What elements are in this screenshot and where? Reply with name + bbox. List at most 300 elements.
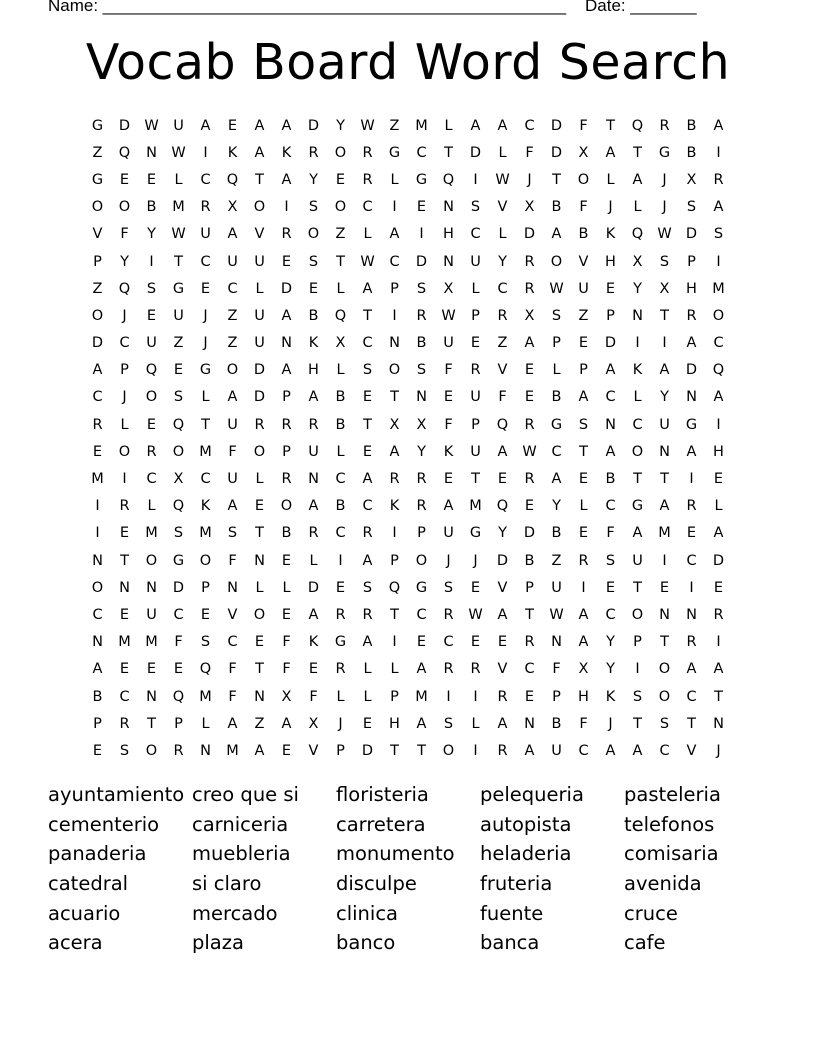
- grid-letter[interactable]: T: [390, 389, 399, 406]
- grid-letter[interactable]: C: [200, 253, 211, 270]
- grid-letter[interactable]: C: [686, 688, 697, 705]
- grid-letter[interactable]: N: [659, 443, 670, 460]
- grid-letter[interactable]: L: [255, 471, 264, 488]
- grid-letter[interactable]: C: [470, 226, 481, 243]
- grid-letter[interactable]: O: [550, 253, 563, 270]
- grid-letter[interactable]: R: [524, 471, 535, 488]
- grid-letter[interactable]: R: [578, 552, 589, 569]
- grid-letter[interactable]: R: [524, 253, 535, 270]
- grid-letter[interactable]: A: [686, 661, 697, 678]
- grid-letter[interactable]: E: [146, 307, 157, 324]
- grid-letter[interactable]: R: [713, 171, 724, 188]
- grid-letter[interactable]: C: [416, 606, 427, 623]
- grid-letter[interactable]: D: [307, 117, 320, 134]
- grid-letter[interactable]: A: [227, 226, 238, 243]
- grid-letter[interactable]: E: [146, 661, 157, 678]
- grid-letter[interactable]: T: [147, 715, 156, 732]
- grid-letter[interactable]: C: [605, 389, 616, 406]
- grid-letter[interactable]: Y: [309, 171, 318, 188]
- grid-letter[interactable]: C: [605, 606, 616, 623]
- grid-letter[interactable]: R: [281, 471, 292, 488]
- grid-letter[interactable]: R: [524, 416, 535, 433]
- grid-letter[interactable]: E: [416, 634, 427, 651]
- grid-letter[interactable]: X: [659, 280, 670, 297]
- grid-letter[interactable]: X: [416, 416, 427, 433]
- grid-letter[interactable]: A: [632, 742, 643, 759]
- grid-letter[interactable]: X: [578, 661, 589, 678]
- grid-letter[interactable]: L: [552, 362, 561, 379]
- grid-letter[interactable]: E: [524, 688, 535, 705]
- grid-letter[interactable]: A: [551, 471, 562, 488]
- grid-letter[interactable]: P: [471, 307, 480, 324]
- grid-letter[interactable]: F: [579, 117, 588, 134]
- grid-letter[interactable]: P: [471, 416, 480, 433]
- grid-letter[interactable]: A: [632, 171, 643, 188]
- grid-letter[interactable]: A: [578, 634, 589, 651]
- grid-letter[interactable]: Q: [226, 171, 239, 188]
- grid-letter[interactable]: K: [605, 226, 616, 243]
- grid-letter[interactable]: E: [119, 525, 130, 542]
- grid-letter[interactable]: R: [308, 416, 319, 433]
- grid-letter[interactable]: M: [199, 688, 212, 705]
- grid-letter[interactable]: A: [254, 144, 265, 161]
- grid-letter[interactable]: T: [714, 688, 723, 705]
- grid-letter[interactable]: D: [91, 335, 104, 352]
- grid-letter[interactable]: J: [446, 552, 451, 569]
- grid-letter[interactable]: U: [227, 471, 238, 488]
- grid-letter[interactable]: A: [389, 443, 400, 460]
- grid-letter[interactable]: T: [525, 606, 534, 623]
- grid-letter[interactable]: G: [631, 498, 644, 515]
- grid-letter[interactable]: B: [416, 335, 427, 352]
- grid-letter[interactable]: T: [336, 253, 345, 270]
- grid-letter[interactable]: X: [173, 471, 184, 488]
- grid-letter[interactable]: A: [713, 389, 724, 406]
- grid-letter[interactable]: N: [281, 335, 292, 352]
- grid-letter[interactable]: E: [497, 471, 508, 488]
- grid-letter[interactable]: D: [523, 226, 536, 243]
- grid-letter[interactable]: A: [497, 606, 508, 623]
- grid-letter[interactable]: R: [389, 471, 400, 488]
- grid-letter[interactable]: D: [550, 117, 563, 134]
- grid-letter[interactable]: E: [470, 335, 481, 352]
- grid-letter[interactable]: R: [254, 416, 265, 433]
- grid-letter[interactable]: Z: [227, 307, 238, 324]
- grid-letter[interactable]: L: [255, 280, 264, 297]
- grid-letter[interactable]: P: [282, 389, 291, 406]
- grid-letter[interactable]: R: [659, 117, 670, 134]
- grid-letter[interactable]: S: [362, 362, 373, 379]
- grid-letter[interactable]: U: [146, 335, 157, 352]
- grid-letter[interactable]: V: [686, 742, 697, 759]
- grid-letter[interactable]: P: [579, 362, 588, 379]
- grid-letter[interactable]: V: [308, 742, 319, 759]
- grid-letter[interactable]: A: [227, 389, 238, 406]
- grid-letter[interactable]: J: [662, 199, 667, 216]
- grid-letter[interactable]: C: [443, 634, 454, 651]
- grid-letter[interactable]: O: [199, 552, 212, 569]
- grid-letter[interactable]: A: [605, 144, 616, 161]
- grid-letter[interactable]: A: [416, 715, 427, 732]
- grid-letter[interactable]: I: [473, 171, 478, 188]
- grid-letter[interactable]: C: [200, 171, 211, 188]
- grid-letter[interactable]: A: [470, 117, 481, 134]
- grid-letter[interactable]: S: [659, 253, 670, 270]
- grid-letter[interactable]: I: [392, 199, 397, 216]
- grid-letter[interactable]: R: [470, 362, 481, 379]
- grid-letter[interactable]: M: [469, 498, 482, 515]
- grid-letter[interactable]: S: [470, 199, 481, 216]
- grid-letter[interactable]: A: [308, 389, 319, 406]
- grid-letter[interactable]: X: [578, 144, 589, 161]
- grid-letter[interactable]: Y: [633, 280, 642, 297]
- grid-letter[interactable]: B: [524, 552, 535, 569]
- grid-letter[interactable]: R: [686, 634, 697, 651]
- grid-letter[interactable]: I: [689, 579, 694, 596]
- grid-letter[interactable]: N: [686, 389, 697, 406]
- grid-letter[interactable]: E: [416, 199, 427, 216]
- grid-letter[interactable]: A: [497, 715, 508, 732]
- grid-letter[interactable]: N: [254, 552, 265, 569]
- grid-letter[interactable]: D: [253, 362, 266, 379]
- grid-letter[interactable]: G: [91, 171, 104, 188]
- grid-letter[interactable]: S: [200, 634, 211, 651]
- grid-letter[interactable]: I: [581, 579, 586, 596]
- grid-letter[interactable]: L: [255, 579, 264, 596]
- grid-letter[interactable]: L: [120, 416, 129, 433]
- grid-letter[interactable]: A: [497, 117, 508, 134]
- grid-letter[interactable]: F: [444, 416, 453, 433]
- grid-letter[interactable]: C: [92, 606, 103, 623]
- grid-letter[interactable]: O: [172, 443, 185, 460]
- grid-letter[interactable]: P: [336, 742, 345, 759]
- grid-letter[interactable]: E: [254, 634, 265, 651]
- grid-letter[interactable]: J: [203, 307, 208, 324]
- grid-letter[interactable]: B: [551, 389, 562, 406]
- grid-letter[interactable]: S: [578, 416, 589, 433]
- grid-letter[interactable]: A: [92, 362, 103, 379]
- grid-letter[interactable]: S: [605, 552, 616, 569]
- grid-letter[interactable]: O: [226, 362, 239, 379]
- grid-letter[interactable]: E: [146, 416, 157, 433]
- grid-letter[interactable]: U: [227, 253, 238, 270]
- grid-letter[interactable]: S: [659, 715, 670, 732]
- grid-letter[interactable]: T: [120, 552, 129, 569]
- grid-letter[interactable]: L: [606, 171, 615, 188]
- grid-letter[interactable]: T: [390, 606, 399, 623]
- grid-letter[interactable]: I: [716, 634, 721, 651]
- grid-letter[interactable]: A: [254, 117, 265, 134]
- grid-letter[interactable]: R: [713, 606, 724, 623]
- grid-letter[interactable]: Y: [552, 498, 561, 515]
- grid-letter[interactable]: P: [687, 253, 696, 270]
- grid-letter[interactable]: A: [713, 117, 724, 134]
- grid-letter[interactable]: Q: [388, 579, 401, 596]
- date-blank[interactable]: _______: [630, 0, 697, 15]
- grid-letter[interactable]: W: [171, 226, 186, 243]
- grid-letter[interactable]: L: [201, 715, 210, 732]
- grid-letter[interactable]: R: [308, 144, 319, 161]
- grid-letter[interactable]: R: [416, 307, 427, 324]
- grid-letter[interactable]: V: [497, 579, 508, 596]
- grid-letter[interactable]: I: [689, 471, 694, 488]
- grid-letter[interactable]: C: [605, 498, 616, 515]
- grid-letter[interactable]: E: [308, 280, 319, 297]
- grid-letter[interactable]: N: [632, 307, 643, 324]
- grid-letter[interactable]: R: [497, 307, 508, 324]
- grid-letter[interactable]: A: [281, 715, 292, 732]
- grid-letter[interactable]: U: [254, 335, 265, 352]
- grid-letter[interactable]: E: [605, 280, 616, 297]
- grid-letter[interactable]: X: [389, 416, 400, 433]
- grid-letter[interactable]: I: [338, 552, 343, 569]
- grid-letter[interactable]: P: [417, 525, 426, 542]
- grid-letter[interactable]: Z: [227, 335, 238, 352]
- grid-letter[interactable]: I: [716, 416, 721, 433]
- grid-letter[interactable]: M: [226, 742, 239, 759]
- grid-letter[interactable]: I: [95, 498, 100, 515]
- grid-letter[interactable]: I: [203, 144, 208, 161]
- grid-letter[interactable]: R: [119, 498, 130, 515]
- grid-letter[interactable]: S: [146, 280, 157, 297]
- grid-letter[interactable]: W: [144, 117, 159, 134]
- grid-letter[interactable]: B: [578, 226, 589, 243]
- grid-letter[interactable]: A: [713, 525, 724, 542]
- grid-letter[interactable]: T: [660, 471, 669, 488]
- grid-letter[interactable]: N: [416, 389, 427, 406]
- grid-letter[interactable]: W: [657, 226, 672, 243]
- grid-letter[interactable]: N: [200, 742, 211, 759]
- grid-letter[interactable]: D: [361, 742, 374, 759]
- grid-letter[interactable]: J: [608, 199, 613, 216]
- grid-letter[interactable]: P: [201, 579, 210, 596]
- grid-letter[interactable]: O: [334, 144, 347, 161]
- grid-letter[interactable]: Q: [712, 362, 725, 379]
- grid-letter[interactable]: G: [172, 280, 185, 297]
- grid-letter[interactable]: T: [660, 307, 669, 324]
- grid-letter[interactable]: R: [443, 661, 454, 678]
- grid-letter[interactable]: O: [388, 362, 401, 379]
- grid-letter[interactable]: A: [362, 280, 373, 297]
- grid-letter[interactable]: R: [443, 606, 454, 623]
- grid-letter[interactable]: A: [659, 362, 670, 379]
- grid-letter[interactable]: L: [498, 226, 507, 243]
- grid-letter[interactable]: C: [200, 471, 211, 488]
- grid-letter[interactable]: D: [469, 144, 482, 161]
- grid-letter[interactable]: E: [470, 579, 481, 596]
- grid-letter[interactable]: J: [608, 715, 613, 732]
- grid-letter[interactable]: O: [91, 579, 104, 596]
- grid-letter[interactable]: J: [716, 742, 721, 759]
- grid-letter[interactable]: P: [174, 715, 183, 732]
- grid-letter[interactable]: E: [119, 606, 130, 623]
- grid-letter[interactable]: M: [145, 634, 158, 651]
- grid-letter[interactable]: E: [443, 389, 454, 406]
- grid-letter[interactable]: T: [633, 471, 642, 488]
- grid-letter[interactable]: S: [416, 280, 427, 297]
- grid-letter[interactable]: U: [470, 443, 481, 460]
- grid-letter[interactable]: N: [92, 634, 103, 651]
- grid-letter[interactable]: T: [174, 253, 183, 270]
- grid-letter[interactable]: W: [441, 307, 456, 324]
- grid-letter[interactable]: K: [605, 688, 616, 705]
- grid-letter[interactable]: A: [605, 443, 616, 460]
- grid-letter[interactable]: U: [146, 606, 157, 623]
- grid-letter[interactable]: F: [309, 688, 318, 705]
- grid-letter[interactable]: F: [579, 715, 588, 732]
- grid-letter[interactable]: P: [390, 688, 399, 705]
- grid-letter[interactable]: I: [662, 335, 667, 352]
- grid-letter[interactable]: O: [118, 443, 131, 460]
- grid-letter[interactable]: R: [686, 307, 697, 324]
- grid-letter[interactable]: M: [118, 634, 131, 651]
- grid-letter[interactable]: F: [579, 199, 588, 216]
- grid-letter[interactable]: L: [336, 688, 345, 705]
- grid-letter[interactable]: I: [392, 525, 397, 542]
- grid-letter[interactable]: B: [686, 144, 697, 161]
- grid-letter[interactable]: I: [662, 552, 667, 569]
- grid-letter[interactable]: H: [389, 715, 400, 732]
- grid-letter[interactable]: N: [524, 715, 535, 732]
- grid-letter[interactable]: E: [281, 552, 292, 569]
- grid-letter[interactable]: B: [335, 389, 346, 406]
- grid-letter[interactable]: N: [713, 715, 724, 732]
- grid-letter[interactable]: F: [282, 661, 291, 678]
- grid-letter[interactable]: E: [470, 634, 481, 651]
- name-blank[interactable]: _________________________________________________: [102, 0, 567, 15]
- grid-letter[interactable]: O: [658, 661, 671, 678]
- grid-letter[interactable]: F: [606, 525, 615, 542]
- grid-letter[interactable]: R: [497, 742, 508, 759]
- grid-letter[interactable]: G: [685, 416, 698, 433]
- grid-letter[interactable]: L: [390, 661, 399, 678]
- grid-letter[interactable]: O: [334, 199, 347, 216]
- grid-letter[interactable]: T: [201, 416, 210, 433]
- grid-letter[interactable]: U: [470, 253, 481, 270]
- grid-letter[interactable]: Z: [92, 144, 103, 161]
- grid-letter[interactable]: E: [686, 525, 697, 542]
- grid-letter[interactable]: A: [254, 742, 265, 759]
- grid-letter[interactable]: U: [443, 525, 454, 542]
- grid-letter[interactable]: O: [442, 742, 455, 759]
- grid-letter[interactable]: E: [443, 471, 454, 488]
- grid-letter[interactable]: X: [632, 253, 643, 270]
- grid-letter[interactable]: N: [254, 688, 265, 705]
- grid-letter[interactable]: P: [93, 715, 102, 732]
- grid-letter[interactable]: X: [335, 335, 346, 352]
- grid-letter[interactable]: R: [281, 226, 292, 243]
- grid-letter[interactable]: G: [658, 144, 671, 161]
- grid-letter[interactable]: A: [281, 307, 292, 324]
- grid-letter[interactable]: N: [605, 416, 616, 433]
- grid-letter[interactable]: A: [92, 661, 103, 678]
- grid-letter[interactable]: Q: [631, 117, 644, 134]
- grid-letter[interactable]: S: [362, 579, 373, 596]
- grid-letter[interactable]: T: [606, 117, 615, 134]
- grid-letter[interactable]: L: [336, 280, 345, 297]
- grid-letter[interactable]: R: [416, 471, 427, 488]
- grid-letter[interactable]: B: [335, 416, 346, 433]
- grid-letter[interactable]: I: [419, 226, 424, 243]
- grid-letter[interactable]: X: [308, 715, 319, 732]
- grid-letter[interactable]: A: [713, 661, 724, 678]
- grid-letter[interactable]: I: [284, 199, 289, 216]
- grid-letter[interactable]: K: [281, 144, 292, 161]
- grid-letter[interactable]: A: [362, 634, 373, 651]
- grid-letter[interactable]: Z: [254, 715, 265, 732]
- grid-letter[interactable]: W: [549, 606, 564, 623]
- grid-letter[interactable]: F: [174, 634, 183, 651]
- grid-letter[interactable]: K: [389, 498, 400, 515]
- grid-letter[interactable]: T: [255, 525, 264, 542]
- grid-letter[interactable]: O: [253, 606, 266, 623]
- grid-letter[interactable]: N: [146, 688, 157, 705]
- grid-letter[interactable]: E: [578, 471, 589, 488]
- grid-letter[interactable]: C: [146, 471, 157, 488]
- grid-letter[interactable]: J: [338, 715, 343, 732]
- grid-letter[interactable]: O: [145, 552, 158, 569]
- grid-letter[interactable]: Q: [145, 362, 158, 379]
- grid-letter[interactable]: E: [146, 171, 157, 188]
- grid-letter[interactable]: M: [712, 280, 725, 297]
- grid-letter[interactable]: E: [335, 171, 346, 188]
- grid-letter[interactable]: R: [524, 634, 535, 651]
- grid-letter[interactable]: I: [473, 742, 478, 759]
- grid-letter[interactable]: T: [255, 171, 264, 188]
- grid-letter[interactable]: T: [390, 742, 399, 759]
- grid-letter[interactable]: C: [173, 606, 184, 623]
- grid-letter[interactable]: I: [446, 688, 451, 705]
- grid-letter[interactable]: C: [686, 552, 697, 569]
- grid-letter[interactable]: R: [173, 742, 184, 759]
- grid-letter[interactable]: B: [335, 498, 346, 515]
- grid-letter[interactable]: Z: [173, 335, 184, 352]
- grid-letter[interactable]: O: [307, 226, 320, 243]
- grid-letter[interactable]: H: [605, 253, 616, 270]
- grid-letter[interactable]: C: [713, 335, 724, 352]
- grid-letter[interactable]: S: [173, 525, 184, 542]
- grid-letter[interactable]: R: [362, 606, 373, 623]
- grid-letter[interactable]: Q: [118, 280, 131, 297]
- grid-letter[interactable]: K: [443, 443, 454, 460]
- grid-letter[interactable]: E: [524, 389, 535, 406]
- grid-letter[interactable]: X: [227, 199, 238, 216]
- grid-letter[interactable]: Y: [120, 253, 129, 270]
- grid-letter[interactable]: K: [227, 144, 238, 161]
- grid-letter[interactable]: B: [551, 715, 562, 732]
- grid-letter[interactable]: C: [227, 634, 238, 651]
- grid-letter[interactable]: R: [146, 443, 157, 460]
- grid-letter[interactable]: G: [415, 171, 428, 188]
- grid-letter[interactable]: A: [281, 117, 292, 134]
- grid-letter[interactable]: Y: [660, 389, 669, 406]
- grid-letter[interactable]: U: [551, 742, 562, 759]
- grid-letter[interactable]: A: [551, 226, 562, 243]
- grid-letter[interactable]: F: [282, 634, 291, 651]
- grid-letter[interactable]: R: [497, 688, 508, 705]
- grid-letter[interactable]: G: [469, 525, 482, 542]
- grid-letter[interactable]: A: [497, 443, 508, 460]
- grid-letter[interactable]: S: [443, 715, 454, 732]
- grid-letter[interactable]: D: [118, 117, 131, 134]
- grid-letter[interactable]: R: [362, 525, 373, 542]
- grid-letter[interactable]: D: [685, 362, 698, 379]
- grid-letter[interactable]: L: [147, 498, 156, 515]
- grid-letter[interactable]: Q: [631, 226, 644, 243]
- grid-letter[interactable]: M: [415, 117, 428, 134]
- grid-letter[interactable]: J: [203, 335, 208, 352]
- grid-letter[interactable]: T: [687, 715, 696, 732]
